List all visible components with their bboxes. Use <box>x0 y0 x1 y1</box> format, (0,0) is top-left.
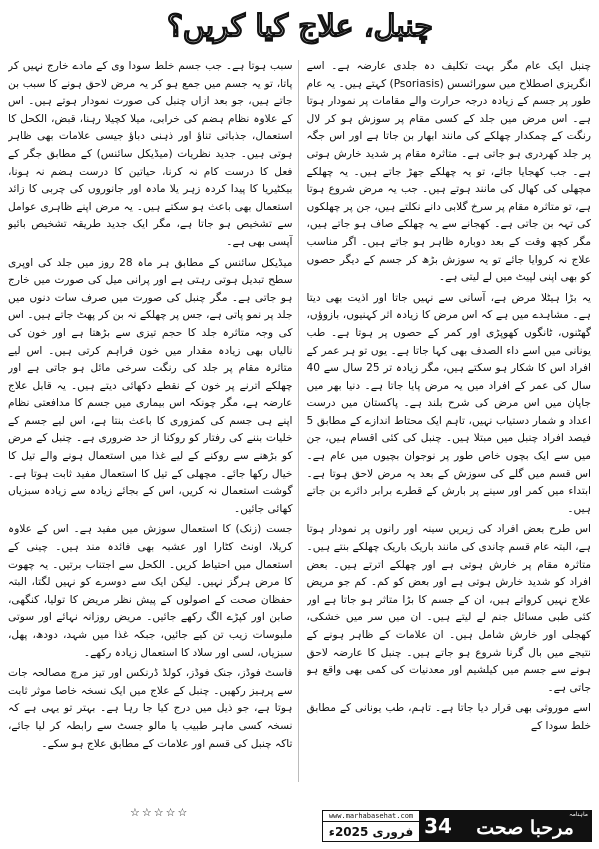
paragraph: چنبل ایک عام مگر بہت تکلیف دہ جلدی عارضہ ہے۔ اسے انگریزی اصطلاح میں سورائسس (Psoriasis) کہتے ہیں۔ یہ عام طور پر جسم کے زیادہ درجہ حرارت والے مقامات پر نمودار ہوتا ہے۔ اس مرض میں جلد کے کسی مقام پر سوزش ہو کر لال رنگت کے چمکدار چھلکے کی مانند ابھار بن جاتا ہے اور اس جگہ پر جلد کھردری ہو جاتی ہے۔ متاثرہ مقام پر شدید خارش ہوتی ہے۔ جب کھجایا جائے، تو یہ چھلکے جھڑ جاتے ہیں۔ یہ چھلکے مچھلی کی کھال کی مانند ہوتے ہیں۔ جب یہ مرض شروع ہوتا ہے، تو متاثرہ مقام پر سرخ گلابی دانے نکلتے ہیں، جن پر چھلکوں کی تہہ بن جاتی ہے۔ کھجانے سے یہ چھلکے صاف ہو جاتے ہیں، مگر کچھ وقت کے بعد دوبارہ ظاہر ہو جاتے ہیں۔ اگر مناسب علاج نہ کروایا جائے تو یہ سوزش بڑھ کر جسم کے دیگر حصوں کو بھی اپنی لپیٹ میں لے لیتی ہے۔ <box>306 60 591 284</box>
left-column <box>8 58 293 786</box>
paragraph: فاسٹ فوڈز، جنک فوڈز، کولڈ ڈرنکس اور تیز مرچ مصالحہ جات سے پرہیز رکھیں۔ چنبل کے علاج میں ایک نسخہ خاصا موثر ثابت ہوتا ہے، جو ذیل میں درج کیا جا رہا ہے۔ بہتر تو یہی ہے کہ نسخہ کسی ماہر طبیب یا مالو جسٹ سے رابطہ کر لیا جائے، تاکہ چنبل کی قسم اور علامات کے مطابق علاج ہو سکے۔ <box>8 667 293 750</box>
issue-date: فروری 2025ء <box>328 824 414 839</box>
page-footer <box>322 810 592 842</box>
paragraph: سبب ہوتا ہے۔ جب جسم خلط سودا وی کے مادے خارج نہیں کر پاتا، تو یہ جسم میں جمع ہو کر یہ مرض لاحق ہونے کا سبب بن جاتے ہیں، جو بعد ازاں چنبل کی صورت نمودار ہوتے ہیں۔ اس کے علاوہ نظام ہضم کی خرابی، میلا کچیلا رہنا، قبض، الکحل کا استعمال، جذباتی تناؤ اور ذہنی دباؤ جیسی علامات بھی ظاہر ہوتی ہیں۔ جدید نظریات (میڈیکل سائنس) کے مطابق جگر کے فعل کا درست کام نہ کرنا، حیاتین کا درست ہضم نہ ہونا، بیکٹیریا کا پیدا کردہ زہر یلا مادہ اور جانوروں کی چربی کا زائد استعمال بھی باعث ہو سکتے ہیں۔ یہ مرض اپنے ظاہری عوامل سے تشخیص ہو جاتا ہے، مگر ایک جدید طریقہ تشخیص بائیو آپسی بھی ہے۔ <box>8 60 293 248</box>
website-url: www.marhabasehat.com <box>323 811 419 822</box>
article-body <box>8 58 591 786</box>
article-title: چنبل، علاج کیا کریں؟ <box>167 9 433 44</box>
paragraph: جست (زنک) کا استعمال سوزش میں مفید ہے۔ اس کے علاوہ کریلا، اونٹ کٹارا اور عشبہ بھی فائدہ مند ہیں۔ چینی کے استعمال میں احتیاط کریں۔ الکحل سے اجتناب برتیں۔ یہ چھوت کا مرض ہرگز نہیں۔ لیکن ایک سے دوسرے کو نہیں لگتا، البتہ حفظان صحت کے اصولوں کے پیش نظر مریض کا تولیا، کنگھی، صابن اور کپڑے الگ رکھے جائیں۔ مریض روزانہ نہائے اور سوتی ملبوسات زیب تن کیے جائیں، جبکہ غذا میں شہد، دودھ، پھل، سبزیاں، لسی اور سلاد کا استعمال زیادہ رکھے۔ <box>8 523 293 659</box>
page-number: 34 <box>419 811 457 841</box>
paragraph: اسے موروثی بھی قرار دیا جاتا ہے۔ تاہم، طب یونانی کے مطابق خلط سودا کے <box>306 702 591 732</box>
issue-details <box>323 811 419 841</box>
right-column <box>307 58 592 786</box>
article-title-wrap <box>150 4 450 50</box>
magazine-name: مرحبا صحت <box>476 817 574 839</box>
column-divider <box>298 60 299 782</box>
paragraph: میڈیکل سائنس کے مطابق ہر ماہ 28 روز میں جلد کی اوپری سطح تبدیل ہوتی رہتی ہے اور پرانی میل کی صورت میں خارج ہو جاتی ہے۔ مگر چنبل کی صورت میں صرف سات دنوں میں جلد پر نمو پاتی ہے، جس پر چھلکے نہ بن کر پھٹ جاتے ہیں۔ اس کی وجہ متاثرہ جلد کا حجم تیزی سے بڑھتا ہے اور خون کی نالیاں بھی زیادہ مقدار میں خون فراہم کرتی ہیں۔ اس لیے متاثرہ مقام پر جلد کی رنگت سرخی مائل ہو جاتی ہے اور چھلکے اترنے پر خون کے نقطے دکھائی دیتے ہیں۔ یہ قابل علاج عارضہ ہے، مگر چونکہ اس بیماری میں جسم کا مدافعتی نظام اپنے ہی جسم کی کمزوری کا باعث بنتا ہے، اس لیے جسم کے خلیات بننے کی رفتار کو روکنا از حد ضروری ہے۔ چنبل کے مرض کو بڑھنے سے روکنے کے لیے غذا میں استعمال ہونے والے تیل کا خیال رکھا جائے۔ مچھلی کے تیل کا استعمال مفید ثابت ہوتا ہے۔ گوشت استعمال نہ کریں، اس کے بجائے زیادہ سے زیادہ سبزیاں کھائی جائیں۔ <box>8 256 293 515</box>
paragraph: اس طرح بعض افراد کی زیریں سینہ اور رانوں پر نمودار ہوتا ہے، البتہ عام قسم چاندی کی مانند باریک باریک چھلکے بنتے ہیں۔ متاثرہ مقام پر خارش ہوتی ہے اور چھلکے اترتے ہیں۔ بعض افراد کو شدید خارش ہوتی ہے اور بعض کو کم۔ کم جو مریض علاج نہیں کرواتے ہیں، ان کے جسم کا بڑا متاثر ہو جاتا ہے اور کئی طبی مسائل جنم لے لیتے ہیں۔ ان میں سر میں خشکی، کھجلی اور خارش شامل ہیں۔ ان علامات کے ظاہر ہونے کے نتیجے میں بال گرنا شروع ہو جاتے ہیں۔ چنبل کا عارضہ لاحق ہونے سے جسم میں کیلشیم اور معدنیات کی کمی بھی واقع ہو جاتی ہے۔ <box>306 523 591 694</box>
paragraph: یہ بڑا ہیٹلا مرض ہے، آسانی سے نہیں جاتا اور اذیت بھی دیتا ہے۔ مشاہدے میں ہے کہ اس مرض کا زیادہ اثر کہنیوں، بازوؤں، گھٹنوں، ٹانگوں کھوپڑی اور کمر کے حصوں پر ہوتا ہے۔ طب یونانی میں اسے داء الصدف بھی کہا جاتا ہے۔ یوں تو ہر عمر کے افراد اس کا شکار ہو سکتے ہیں، مگر زیادہ تر 25 سال سے 40 سال کی عمر کے افراد میں یہ مرض پایا جاتا ہے۔ دنیا بھر میں جاپان میں اس مرض کی شرح بلند ہے۔ پاکستان میں درست اعداد و شمار دستیاب نہیں، تاہم ایک محتاط اندازے کے مطابق 5 فیصد افراد چنبل میں مبتلا ہیں۔ چنبل کی کئی اقسام ہیں، جن میں سے ایک بچوں خاص طور پر نوجوان بچیوں میں عام ہے۔ اس قسم میں گلے کی سوزش کے بعد یہ مرض لاحق ہوتا ہے۔ ابتداء میں کمر اور سینے پر بارش کے قطرے برابر دائرے بن جاتے ہیں۔ <box>306 291 591 515</box>
magazine-label: ماہنامہ <box>569 811 588 818</box>
magazine-logo <box>458 810 592 842</box>
end-mark: ☆☆☆☆☆ <box>130 806 190 819</box>
issue-info-block <box>322 810 458 842</box>
